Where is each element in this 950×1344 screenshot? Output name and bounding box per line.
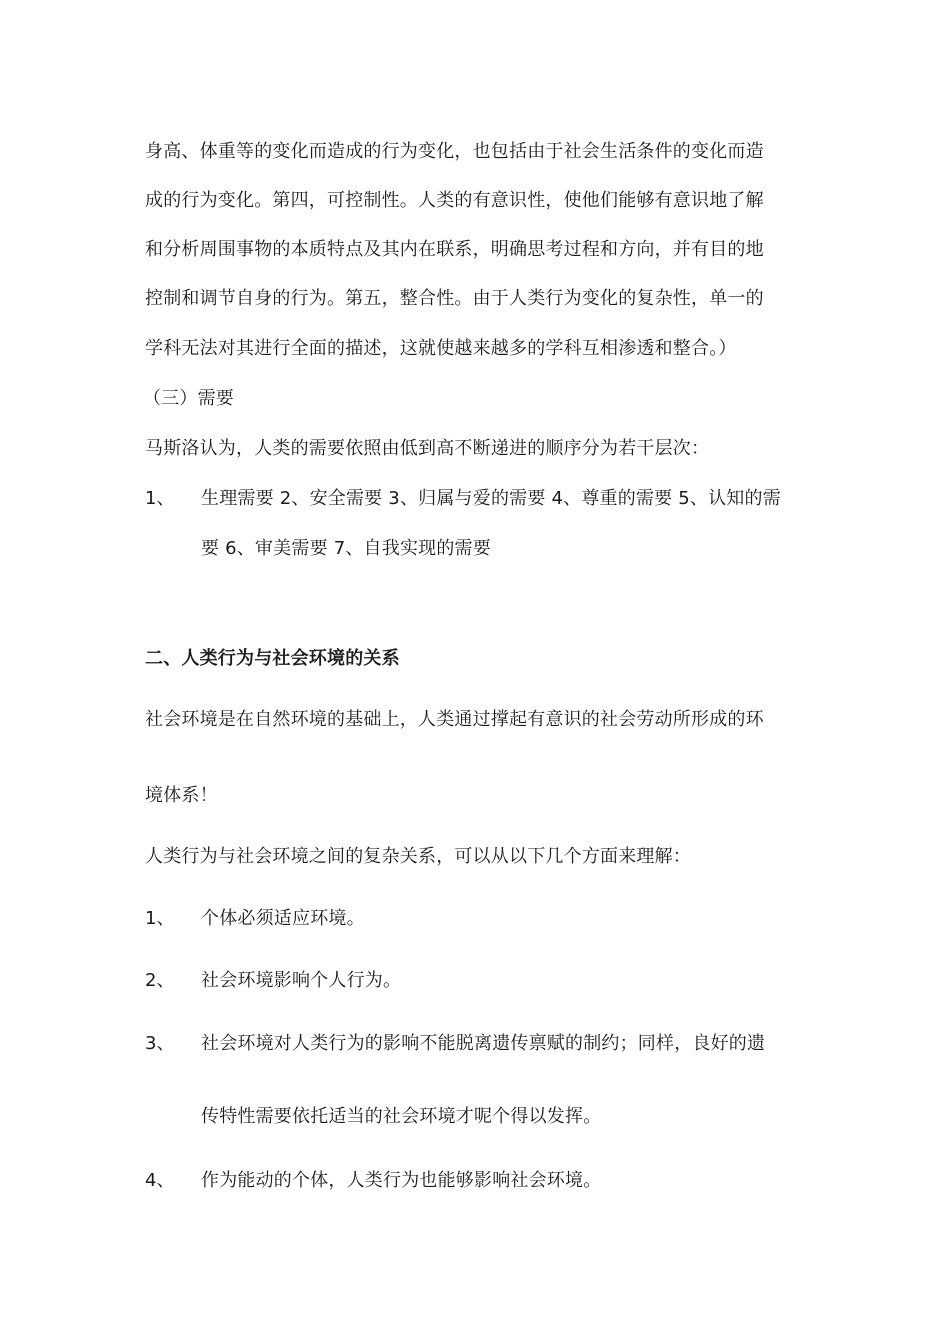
paragraph-line: 控制和调节自身的行为。第五，整合性。由于人类行为变化的复杂性，单一的 xyxy=(145,288,764,309)
relation-number: 3、 xyxy=(145,1033,175,1054)
relation-text: 社会环境影响个人行为。 xyxy=(201,970,402,991)
env-definition-line: 社会环境是在自然环境的基础上，人类通过撑起有意识的社会劳动所形成的环 xyxy=(145,709,764,730)
relation-number: 2、 xyxy=(145,970,175,991)
section-heading: 二、人类行为与社会环境的关系 xyxy=(145,648,400,669)
relation-text: 个体必须适应环境。 xyxy=(201,908,365,929)
relation-number: 1、 xyxy=(145,908,175,929)
relation-text: 传特性需要依托适当的社会环境才呢个得以发挥。 xyxy=(201,1106,602,1127)
relation-intro: 人类行为与社会环境之间的复杂关系，可以从以下几个方面来理解： xyxy=(145,846,691,867)
relation-text: 社会环境对人类行为的影响不能脱离遗传禀赋的制约；同样，良好的遗 xyxy=(201,1033,766,1054)
paragraph-line: 学科无法对其进行全面的描述，这就使越来越多的学科互相渗透和整合。） xyxy=(145,338,737,359)
needs-list-line: 生理需要 2、安全需要 3、归属与爱的需要 4、尊重的需要 5、认知的需 xyxy=(201,488,781,509)
needs-list-number: 1、 xyxy=(145,488,175,509)
relation-number: 4、 xyxy=(145,1170,175,1191)
relation-text: 作为能动的个体，人类行为也能够影响社会环境。 xyxy=(201,1170,602,1191)
subheading-needs: （三）需要 xyxy=(143,388,234,409)
paragraph-line: 成的行为变化。第四，可控制性。人类的有意识性，使他们能够有意识地了解 xyxy=(145,190,764,211)
paragraph-line: 和分析周围事物的本质特点及其内在联系，明确思考过程和方向，并有目的地 xyxy=(145,239,764,260)
needs-list-line: 要 6、审美需要 7、自我实现的需要 xyxy=(201,538,491,559)
env-definition-line: 境体系！ xyxy=(145,785,218,806)
maslow-intro: 马斯洛认为，人类的需要依照由低到高不断递进的顺序分为若干层次： xyxy=(145,438,710,459)
paragraph-line: 身高、体重等的变化而造成的行为变化，也包括由于社会生活条件的变化而造 xyxy=(145,141,764,162)
